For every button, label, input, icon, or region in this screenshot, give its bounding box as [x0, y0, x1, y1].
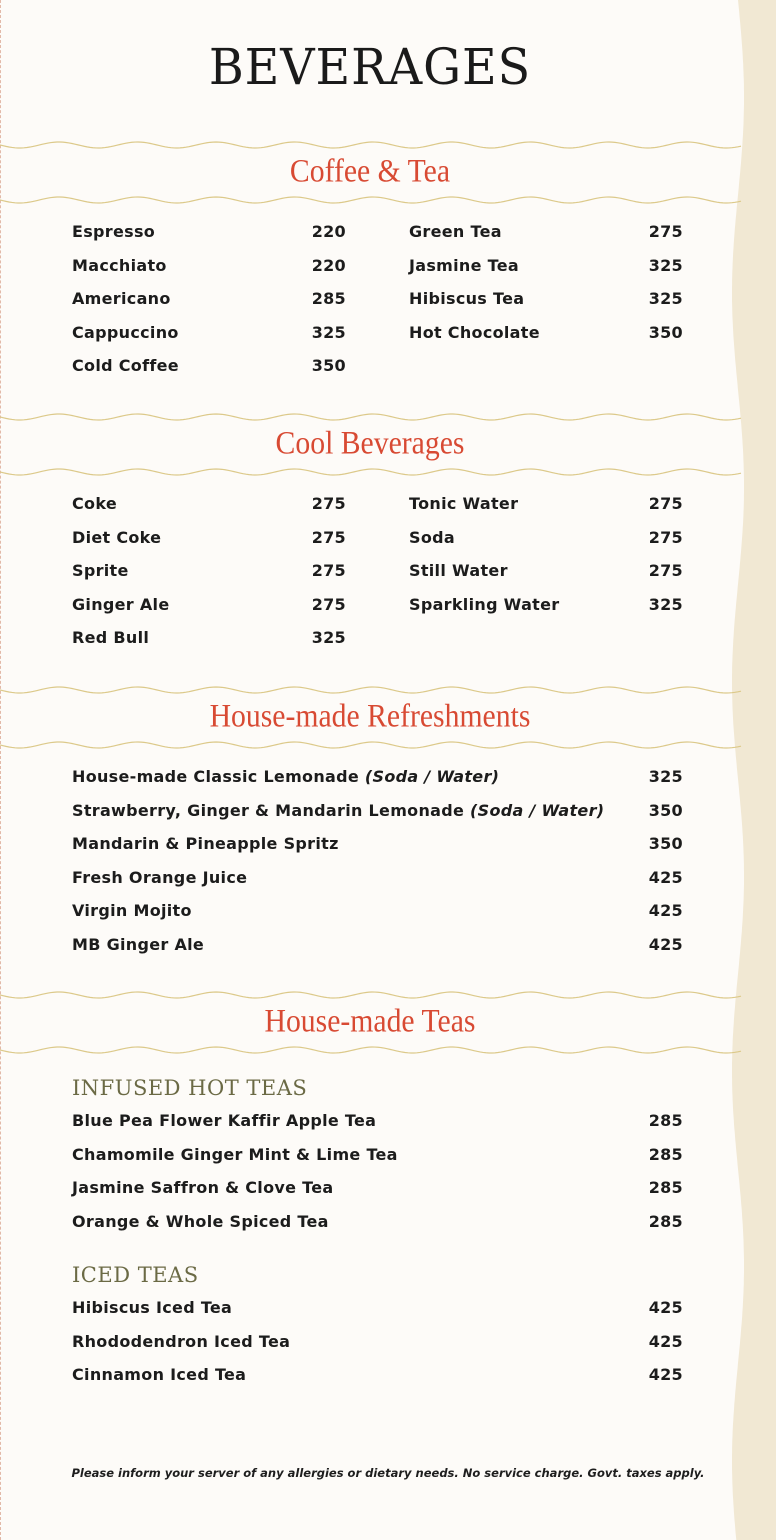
item-name-text: Mandarin & Pineapple Spritz	[72, 834, 339, 854]
item-name	[409, 561, 508, 581]
item-name-text: Blue Pea Flower Kaffir Apple Tea	[72, 1111, 377, 1130]
item-name-text: Rhododendron Iced Tea	[72, 1331, 291, 1351]
item-name	[409, 323, 540, 343]
item-name-text: House-made Classic Lemonade	[72, 767, 360, 786]
item-name-text: Sparkling Water	[409, 594, 560, 614]
menu-item	[72, 1178, 683, 1198]
wave-divider	[0, 467, 742, 477]
item-name-text: Espresso	[72, 222, 156, 241]
subheading: ICED TEAS	[72, 1263, 199, 1287]
item-price: 325	[648, 594, 683, 614]
item-price: 285	[648, 1111, 683, 1130]
subheading: INFUSED HOT TEAS	[72, 1076, 308, 1100]
item-price: 275	[648, 561, 683, 581]
item-name	[72, 1365, 246, 1385]
menu-item	[72, 1365, 683, 1385]
wave-divider	[0, 740, 742, 750]
item-name-text: Macchiato	[72, 255, 167, 275]
item-price: 325	[648, 255, 683, 275]
item-price: 325	[311, 322, 346, 342]
menu-item	[409, 256, 683, 276]
item-name-text: Cappuccino	[72, 322, 179, 342]
item-name	[72, 901, 192, 921]
item-price: 275	[311, 561, 346, 581]
item-name-text: Coke	[72, 494, 117, 513]
item-name-text: Green Tea	[409, 222, 502, 241]
menu-item	[72, 1212, 683, 1232]
item-name	[409, 222, 502, 242]
item-price: 350	[311, 356, 346, 376]
menu-item	[409, 595, 683, 615]
menu-item	[409, 528, 683, 548]
item-option: (Soda / Water)	[364, 767, 500, 786]
menu-item	[72, 1298, 683, 1318]
item-price: 425	[648, 1331, 683, 1351]
item-price: 220	[311, 222, 346, 241]
item-name	[72, 834, 339, 854]
menu-item	[72, 935, 683, 955]
item-name	[72, 222, 155, 242]
item-name-text: Jasmine Saffron & Clove Tea	[72, 1178, 334, 1198]
section-heading: House-made Refreshments	[209, 698, 531, 735]
item-name-text: Diet Coke	[72, 527, 162, 547]
item-price: 275	[311, 494, 346, 513]
menu-item	[409, 289, 683, 309]
item-name	[409, 528, 455, 548]
section-heading: Cool Beverages	[275, 425, 465, 462]
menu-item	[72, 561, 346, 581]
item-price: 285	[648, 1178, 683, 1198]
menu-item	[72, 528, 346, 548]
menu-item	[72, 289, 346, 309]
item-name	[72, 868, 247, 888]
item-name	[72, 356, 179, 376]
item-price: 425	[648, 935, 683, 954]
menu-item	[72, 356, 346, 376]
item-price: 285	[311, 289, 346, 309]
wave-divider	[0, 685, 742, 695]
item-name-text: Hibiscus Iced Tea	[72, 1298, 233, 1317]
item-price: 425	[648, 1365, 683, 1385]
item-name-text: Tonic Water	[409, 494, 519, 513]
item-name	[72, 323, 179, 343]
footer-note: Please inform your server of any allergies or dietary needs. No service charge. Govt. taxes apply.	[71, 1466, 705, 1480]
menu-item	[72, 1332, 683, 1352]
item-name	[72, 595, 170, 615]
menu-item	[72, 801, 683, 821]
item-name-text: MB Ginger Ale	[72, 935, 205, 954]
item-name-text: Red Bull	[72, 628, 150, 648]
menu-item	[72, 1145, 683, 1165]
item-name-text: Chamomile Ginger Mint & Lime Tea	[72, 1144, 398, 1164]
menu-item	[409, 494, 683, 514]
menu-item	[409, 323, 683, 343]
item-name	[72, 628, 149, 648]
item-name	[72, 1145, 398, 1165]
item-name	[409, 494, 518, 514]
item-name	[72, 1298, 232, 1318]
menu-item	[409, 222, 683, 242]
menu-item	[72, 222, 346, 242]
item-price: 275	[648, 222, 683, 241]
item-name-text: Ginger Ale	[72, 594, 170, 614]
menu-item	[72, 834, 683, 854]
item-price: 275	[648, 527, 683, 547]
dashed-border	[0, 0, 1, 1540]
item-option: (Soda / Water)	[470, 800, 605, 820]
item-name-text: Sprite	[72, 561, 129, 581]
menu-item	[72, 323, 346, 343]
item-name	[72, 801, 604, 821]
menu-item	[72, 628, 346, 648]
item-price: 285	[648, 1211, 683, 1231]
menu-item	[72, 595, 346, 615]
item-name	[409, 289, 524, 309]
item-name-text: Cinnamon Iced Tea	[72, 1365, 247, 1385]
item-name-text: Fresh Orange Juice	[72, 867, 248, 887]
item-name-text: Strawberry, Ginger & Mandarin Lemonade	[72, 800, 465, 820]
item-name-text: Hot Chocolate	[409, 322, 540, 342]
menu-item	[72, 256, 346, 276]
item-name	[72, 1178, 333, 1198]
item-price: 275	[311, 527, 346, 547]
item-name-text: Virgin Mojito	[72, 901, 192, 921]
menu-item	[72, 767, 683, 787]
item-price: 425	[648, 1298, 683, 1317]
item-name	[72, 767, 499, 787]
item-name-text: Cold Coffee	[72, 356, 179, 376]
wave-divider	[0, 140, 742, 150]
item-price: 350	[648, 834, 683, 854]
item-name-text: Hibiscus Tea	[409, 289, 525, 309]
wave-divider	[0, 990, 742, 1000]
item-name-text: Orange & Whole Spiced Tea	[72, 1211, 329, 1231]
item-name	[72, 1332, 290, 1352]
item-name-text: Jasmine Tea	[409, 255, 519, 275]
item-name	[72, 289, 171, 309]
menu-item	[72, 868, 683, 888]
menu-item	[72, 494, 346, 514]
item-price: 425	[648, 867, 683, 887]
section-heading: House-made Teas	[264, 1003, 476, 1040]
menu-item	[72, 901, 683, 921]
item-price: 350	[648, 322, 683, 342]
item-price: 220	[311, 255, 346, 275]
item-name-text: Soda	[409, 527, 455, 547]
item-price: 275	[648, 494, 683, 513]
menu-item	[72, 1111, 683, 1131]
item-name	[72, 1212, 329, 1232]
wave-divider	[0, 412, 742, 422]
item-price: 325	[648, 289, 683, 309]
item-name	[72, 494, 117, 514]
item-price: 350	[648, 800, 683, 820]
item-name	[72, 1111, 376, 1131]
item-price: 325	[311, 628, 346, 648]
item-name-text: Americano	[72, 289, 171, 309]
section-heading: Coffee & Tea	[289, 153, 451, 190]
item-price: 275	[311, 594, 346, 614]
item-price: 425	[648, 901, 683, 921]
item-name	[72, 935, 204, 955]
item-name	[409, 256, 519, 276]
item-price: 325	[648, 767, 683, 786]
wave-divider	[0, 195, 742, 205]
wave-divider	[0, 1045, 742, 1055]
page-title: BEVERAGES	[208, 38, 532, 96]
item-name	[72, 561, 129, 581]
item-name	[72, 528, 161, 548]
item-name	[72, 256, 167, 276]
item-name-text: Still Water	[409, 561, 508, 581]
item-name	[409, 595, 559, 615]
menu-item	[409, 561, 683, 581]
item-price: 285	[648, 1144, 683, 1164]
